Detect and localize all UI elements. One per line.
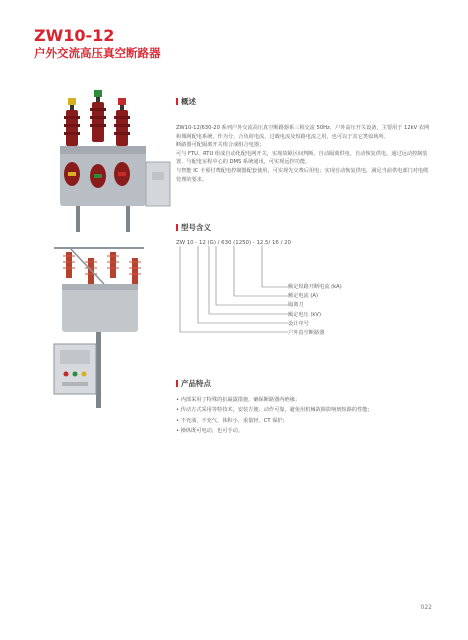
overview-heading: 概述 (176, 96, 196, 107)
model-code: ZW 10 - 12 (G) / 630 (1250) - 12.5/ 16 / 20 (176, 240, 291, 246)
overview-paragraph: 可与 FTU、RTU 组成自动化配电网开关，实现故障区间判断、自动隔离供电、自动恢复供电。通过远动控制装置，与配电室程中心的 DMS 系统通讯，可实现远控功能。 (176, 150, 428, 166)
overview-paragraph: 与智能 IC 卡预付费配电控制器配套使用，可实现先交费后用电；实现自动恢复供电，满足当前供电部门对电缆管理的要求。 (176, 167, 429, 183)
breaker-photo (56, 86, 172, 236)
feature-item: • 内部采用了特殊的抗凝露措施，确保断路器内绝缘； (176, 395, 373, 405)
model-heading: 型号含义 (176, 222, 211, 233)
model-designation-brackets (176, 246, 296, 338)
feature-item: • 操纵既可电动，也可手动。 (176, 426, 373, 436)
overview-paragraph: ZW10-12/630-20 系列户外交流高压真空断路器系三相交流 50Hz，户外高压开关设备，主要用于 12kV 农网和城网配电系统，作为分、合负荷电流、过载电流及短路电流之用，也可以于其它类似场所。 (176, 125, 430, 140)
legend-item: 隔离刀 (288, 302, 304, 309)
legend-item: 户外真空断路器 (288, 330, 325, 337)
legend-item: 设计序号 (288, 320, 309, 327)
model-legend (288, 283, 342, 338)
page-number: 022 (420, 604, 432, 611)
feature-item: • 传动方式采用等特技术，安装方便、动作可靠，避免用机械故障影响到短路的性能； (176, 405, 373, 415)
page-title: ZW10-12 (34, 26, 115, 45)
legend-item: 额定电压 (kV) (288, 311, 321, 318)
legend-item: 额定电流 (A) (288, 293, 318, 300)
features-heading: 产品特点 (176, 378, 211, 389)
breaker-with-isolator-photo (44, 232, 168, 412)
overview-paragraph: 断路器可配隔离开关组合成组合电器； (176, 142, 265, 149)
page-subtitle: 户外交流高压真空断路器 (34, 46, 161, 60)
overview-body (176, 124, 432, 184)
legend-item: 额定短路开断电流 (kA) (288, 284, 342, 290)
features-list (176, 395, 373, 437)
feature-item: • 不充油、不充气、体积小、重量轻、CT 保护； (176, 416, 373, 426)
